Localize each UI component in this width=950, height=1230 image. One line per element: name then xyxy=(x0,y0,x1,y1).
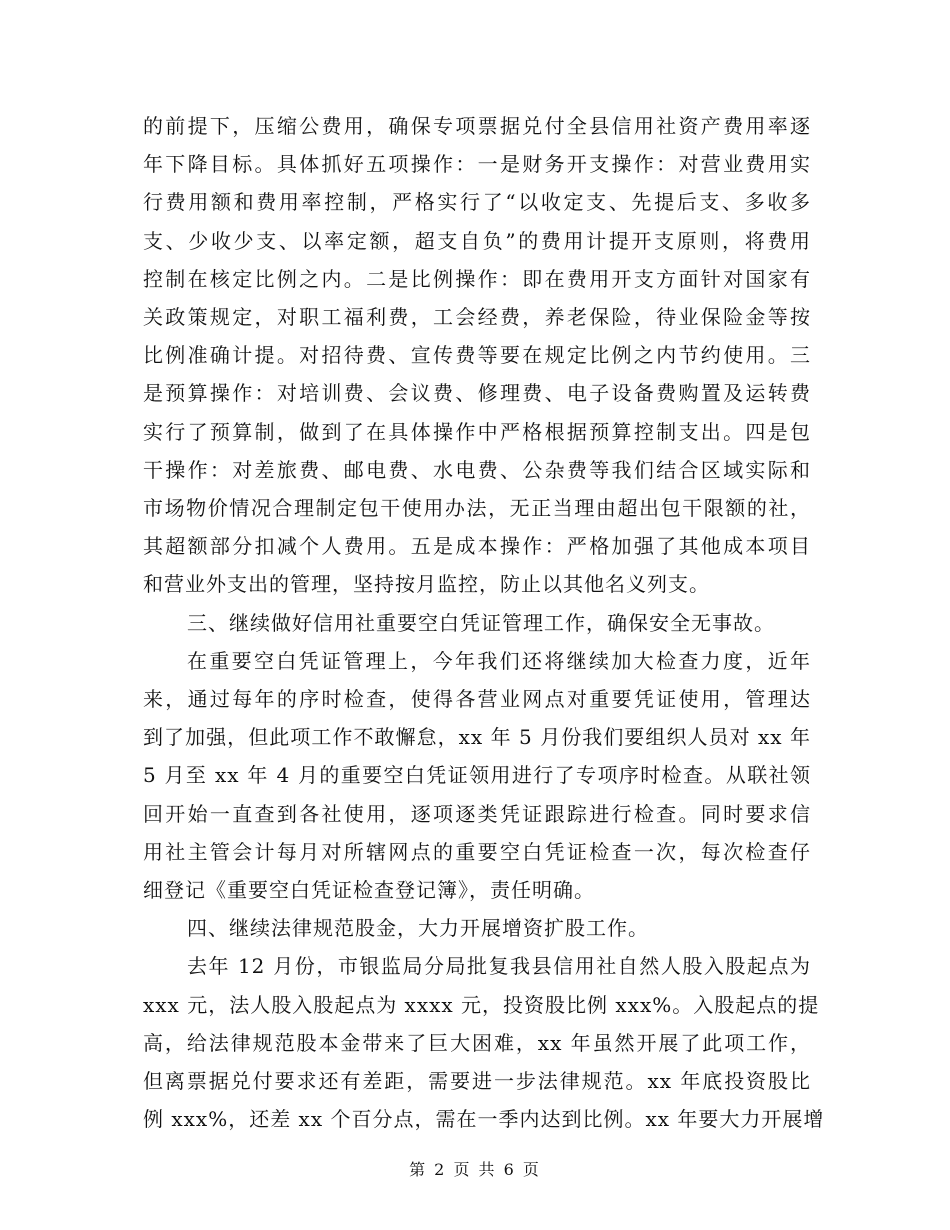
text-line: 年下降目标。具体抓好五项操作：一是财务开支操作：对营业费用实 xyxy=(143,152,811,177)
text-line: 回开始一直查到各社使用，逐项逐类凭证跟踪进行检查。同时要求信 xyxy=(143,801,811,826)
text-line: 的前提下，压缩公费用，确保专项票据兑付全县信用社资产费用率逐 xyxy=(143,114,811,138)
text-line: 但离票据兑付要求还有差距，需要进一步法律规范。xx 年底投资股比 xyxy=(143,1069,811,1094)
text-line: 三、继续做好信用社重要空白凭证管理工作，确保安全无事故。 xyxy=(187,610,775,635)
text-line: 干操作：对差旅费、邮电费、水电费、公杂费等我们结合区域实际和 xyxy=(143,457,811,482)
text-line: 到了加强，但此项工作不敢懈怠，xx 年 5 月份我们要组织人员对 xx 年 xyxy=(143,725,811,750)
text-line: xxx 元，法人股入股起点为 xxxx 元，投资股比例 xxx%。入股起点的提 xyxy=(143,992,820,1017)
text-line: 市场物价情况合理制定包干使用办法，无正当理由超出包干限额的社， xyxy=(143,496,811,521)
text-line: 比例准确计提。对招待费、宣传费等要在规定比例之内节约使用。三 xyxy=(143,343,811,368)
text-line: 实行了预算制，做到了在具体操作中严格根据预算控制支出。四是包 xyxy=(143,419,811,444)
text-line: 5 月至 xx 年 4 月的重要空白凭证领用进行了专项序时检查。从联社领 xyxy=(143,763,811,788)
text-line: 细登记《重要空白凭证检查登记簿》，责任明确。 xyxy=(143,878,595,903)
text-line: 支、少收少支、以率定额，超支自负”的费用计提开支原则，将费用 xyxy=(143,228,811,253)
text-line: 去年 12 月份，市银监局分局批复我县信用社自然人股入股起点为 xyxy=(187,954,811,979)
page-footer: 第 2 页 共 6 页 xyxy=(409,1160,541,1179)
text-line: 来，通过每年的序时检查，使得各营业网点对重要凭证使用，管理达 xyxy=(143,687,811,712)
text-line: 例 xxx%，还差 xx 个百分点，需在一季内达到比例。xx 年要大力开展增 xyxy=(143,1107,825,1132)
text-line: 和营业外支出的管理，坚持按月监控，防止以其他名义列支。 xyxy=(143,572,710,597)
document-body xyxy=(143,107,825,1138)
text-line: 是预算操作：对培训费、会议费、修理费、电子设备费购置及运转费 xyxy=(143,381,811,406)
text-line: 关政策规定，对职工福利费，工会经费，养老保险，待业保险金等按 xyxy=(143,305,811,330)
text-line: 高，给法律规范股本金带来了巨大困难，xx 年虽然开展了此项工作， xyxy=(143,1030,811,1055)
text-line: 在重要空白凭证管理上，今年我们还将继续加大检查力度，近年 xyxy=(187,648,811,673)
text-line: 用社主管会计每月对所辖网点的重要空白凭证检查一次，每次检查仔 xyxy=(143,839,811,864)
text-line: 控制在核定比例之内。二是比例操作：即在费用开支方面针对国家有 xyxy=(143,266,811,291)
text-line: 其超额部分扣减个人费用。五是成本操作：严格加强了其他成本项目 xyxy=(143,534,811,559)
text-line: 行费用额和费用率控制，严格实行了“以收定支、先提后支、多收多 xyxy=(143,190,811,215)
text-line: 四、继续法律规范股金，大力开展增资扩股工作。 xyxy=(187,916,649,941)
